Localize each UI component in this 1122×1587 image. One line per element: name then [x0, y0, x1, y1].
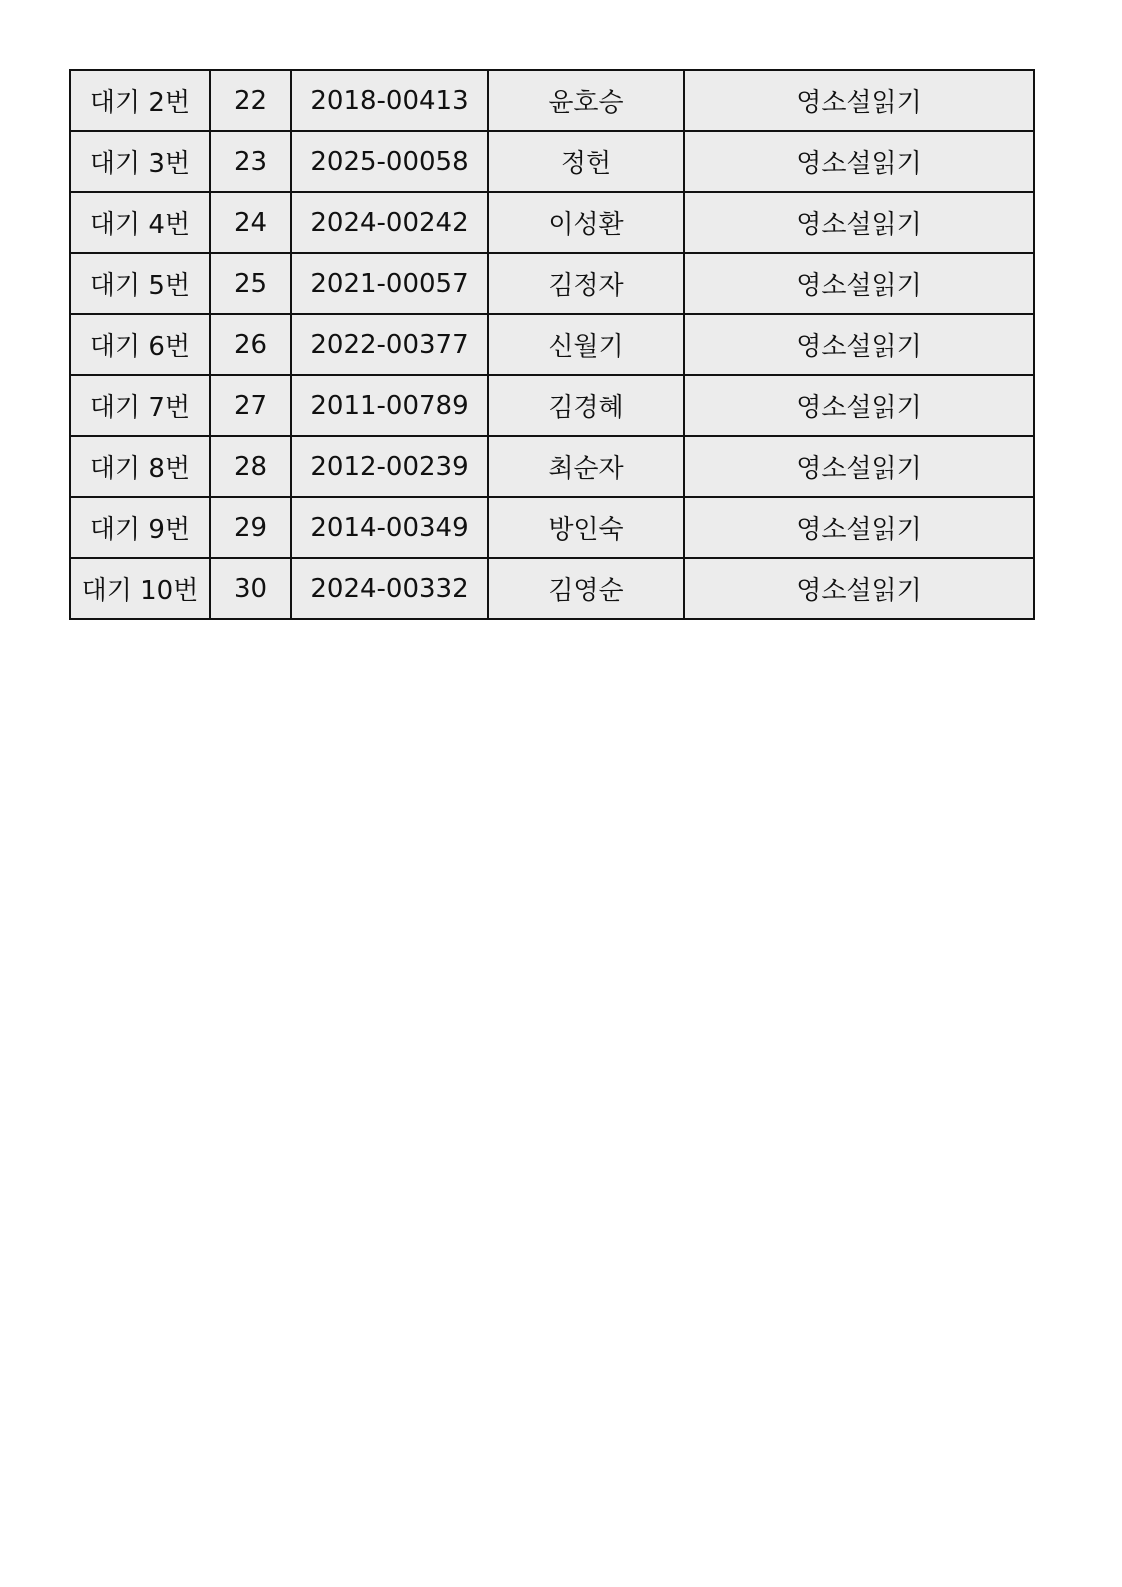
- number-cell: 22: [210, 70, 291, 131]
- number-cell: 25: [210, 253, 291, 314]
- task-cell: 영소설읽기: [684, 558, 1034, 619]
- name-cell: 방인숙: [488, 497, 684, 558]
- name-cell: 김영순: [488, 558, 684, 619]
- waitlist-slot-cell: 대기 6번: [70, 314, 210, 375]
- id-cell: 2018-00413: [291, 70, 488, 131]
- number-cell: 27: [210, 375, 291, 436]
- waitlist-table: [69, 69, 1035, 620]
- table-row: [70, 314, 1034, 375]
- task-cell: 영소설읽기: [684, 131, 1034, 192]
- task-cell: 영소설읽기: [684, 253, 1034, 314]
- name-cell: 김정자: [488, 253, 684, 314]
- waitlist-slot-cell: 대기 2번: [70, 70, 210, 131]
- number-cell: 28: [210, 436, 291, 497]
- waitlist-slot-cell: 대기 7번: [70, 375, 210, 436]
- waitlist-slot-cell: 대기 9번: [70, 497, 210, 558]
- task-cell: 영소설읽기: [684, 497, 1034, 558]
- table-row: [70, 375, 1034, 436]
- id-cell: 2021-00057: [291, 253, 488, 314]
- table-row: [70, 497, 1034, 558]
- name-cell: 윤호승: [488, 70, 684, 131]
- name-cell: 정헌: [488, 131, 684, 192]
- task-cell: 영소설읽기: [684, 70, 1034, 131]
- table-row: [70, 131, 1034, 192]
- number-cell: 29: [210, 497, 291, 558]
- task-cell: 영소설읽기: [684, 314, 1034, 375]
- id-cell: 2024-00332: [291, 558, 488, 619]
- name-cell: 이성환: [488, 192, 684, 253]
- table-row: [70, 192, 1034, 253]
- task-cell: 영소설읽기: [684, 192, 1034, 253]
- name-cell: 최순자: [488, 436, 684, 497]
- table-row: [70, 436, 1034, 497]
- name-cell: 김경혜: [488, 375, 684, 436]
- name-cell: 신월기: [488, 314, 684, 375]
- waitlist-slot-cell: 대기 10번: [70, 558, 210, 619]
- waitlist-slot-cell: 대기 5번: [70, 253, 210, 314]
- table-row: [70, 558, 1034, 619]
- number-cell: 23: [210, 131, 291, 192]
- number-cell: 24: [210, 192, 291, 253]
- id-cell: 2024-00242: [291, 192, 488, 253]
- task-cell: 영소설읽기: [684, 375, 1034, 436]
- id-cell: 2012-00239: [291, 436, 488, 497]
- task-cell: 영소설읽기: [684, 436, 1034, 497]
- id-cell: 2022-00377: [291, 314, 488, 375]
- id-cell: 2025-00058: [291, 131, 488, 192]
- id-cell: 2014-00349: [291, 497, 488, 558]
- waitlist-slot-cell: 대기 8번: [70, 436, 210, 497]
- table-row: [70, 70, 1034, 131]
- number-cell: 26: [210, 314, 291, 375]
- id-cell: 2011-00789: [291, 375, 488, 436]
- waitlist-slot-cell: 대기 4번: [70, 192, 210, 253]
- table-row: [70, 253, 1034, 314]
- waitlist-slot-cell: 대기 3번: [70, 131, 210, 192]
- number-cell: 30: [210, 558, 291, 619]
